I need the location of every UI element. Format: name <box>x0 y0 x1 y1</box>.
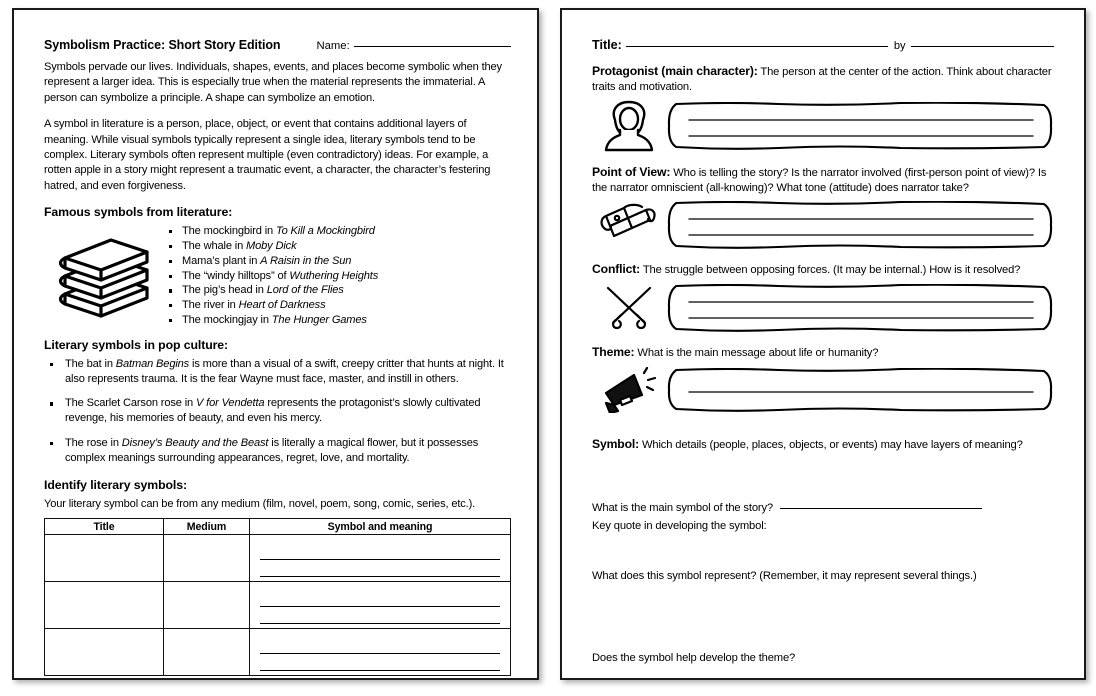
section-theme <box>592 345 1054 413</box>
table-header <box>45 519 511 535</box>
item-work: To Kill a Mockingbird <box>275 225 375 238</box>
question-main-symbol: What is the main symbol of the story? <box>592 502 773 515</box>
symbol-heading: Symbol: <box>592 436 640 451</box>
list-item <box>166 298 511 313</box>
name-input-rule[interactable] <box>354 46 511 47</box>
conflict-answer-box[interactable] <box>666 284 1054 332</box>
list-item <box>166 283 511 298</box>
main-symbol-input-rule[interactable] <box>780 508 982 509</box>
cell-title[interactable] <box>45 582 164 629</box>
item-prefix: The pig’s head in <box>182 284 267 297</box>
item-prefix: Mama’s plant in <box>182 254 261 267</box>
column-header-medium: Medium <box>164 519 250 535</box>
title-input-rule[interactable] <box>626 46 888 47</box>
cell-title[interactable] <box>45 629 164 676</box>
protagonist-description: The person at the center of the action. Think about character traits and motivation. <box>592 66 1052 93</box>
pop-culture-heading: Literary symbols in pop culture: <box>44 337 229 352</box>
list-item <box>44 436 511 466</box>
symbol-prompt <box>592 437 1054 453</box>
name-label: Name: <box>316 40 350 52</box>
crossed-swords-svg <box>600 284 658 332</box>
answer-box-frame <box>666 201 1054 249</box>
list-item <box>44 357 511 387</box>
item-work: The Hunger Games <box>271 314 367 327</box>
table-header-row <box>45 519 511 535</box>
pov-description: Who is telling the story? Is the narrator involved (first-person point of view)? Is the narrator omniscient (all-knowing)? What tone (attitude) does narrator take? <box>592 167 1047 194</box>
person-bust-svg <box>601 100 657 152</box>
megaphone-svg <box>600 367 658 413</box>
question-main-symbol-row <box>592 502 1054 514</box>
item-work: Lord of the Flies <box>266 284 344 297</box>
answer-box-frame <box>666 368 1054 412</box>
item-prefix: The bat in <box>65 357 116 370</box>
section-protagonist <box>592 64 1054 152</box>
item-prefix: The river in <box>182 299 239 312</box>
famous-symbols-block <box>44 224 511 328</box>
item-suffix: is literally a magical flower, but it possesses complex meanings surrounding appearances, regret, love, and mortality. <box>65 436 479 464</box>
author-input-rule[interactable] <box>911 46 1054 47</box>
item-prefix: The Scarlet Carson rose in <box>65 397 196 410</box>
pov-prompt <box>592 165 1054 195</box>
conflict-description: The struggle between opposing forces. (It may be internal.) How is it resolved? <box>640 264 1021 277</box>
page-title: Symbolism Practice: Short Story Edition <box>44 38 281 52</box>
item-prefix: The mockingjay in <box>182 314 272 327</box>
write-line[interactable] <box>260 544 500 560</box>
answer-box-frame <box>666 284 1054 332</box>
stack-of-books-icon <box>44 224 166 318</box>
protagonist-heading: Protagonist (main character): <box>592 64 758 78</box>
table-row <box>45 629 511 676</box>
conflict-heading: Conflict: <box>592 262 641 277</box>
item-prefix: The “windy hilltops” of <box>182 269 290 282</box>
crossed-swords-icon <box>592 284 666 332</box>
stack-of-books-svg <box>55 232 155 318</box>
item-work: Heart of Darkness <box>238 299 326 312</box>
column-header-title: Title <box>45 519 164 535</box>
cell-symbol[interactable] <box>250 629 511 676</box>
cell-symbol[interactable] <box>250 582 511 629</box>
table-row <box>45 582 511 629</box>
left-title-row <box>44 38 511 52</box>
megaphone-icon <box>592 367 666 413</box>
table-row <box>45 535 511 582</box>
cell-medium[interactable] <box>164 629 250 676</box>
item-work: V for Vendetta <box>195 397 265 410</box>
intro-paragraph-2-text: A symbol in literature is a person, place, object, or event that contains additional layers of meaning. While visual symbols typically represent a single idea, literary symbols tend to be complex. Literary symbols often represent multiple (even contradictory) ideas. For example, a rotten apple in a story might represent a traumatic event, a character, the character’s festering hatred, and even forgiveness. <box>44 118 491 192</box>
famous-symbols-heading: Famous symbols from literature: <box>44 205 233 220</box>
question-key-quote: Key quote in developing the symbol: <box>592 520 767 533</box>
table-body <box>45 535 511 676</box>
protagonist-answer-box[interactable] <box>666 102 1054 150</box>
column-header-symbol: Symbol and meaning <box>250 519 511 535</box>
cell-medium[interactable] <box>164 582 250 629</box>
section-point-of-view <box>592 165 1054 249</box>
identify-instruction: Your literary symbol can be from any medium (film, novel, poem, song, comic, series, etc.). <box>44 498 476 511</box>
person-bust-icon <box>592 100 666 152</box>
item-work: A Raisin in the Sun <box>260 254 352 267</box>
title-by-row <box>592 38 1054 52</box>
write-line[interactable] <box>260 591 500 607</box>
protagonist-answer-row <box>592 100 1054 152</box>
theme-answer-box[interactable] <box>666 368 1054 412</box>
theme-answer-row <box>592 367 1054 413</box>
write-line[interactable] <box>260 638 500 654</box>
write-line[interactable] <box>260 561 500 577</box>
cell-medium[interactable] <box>164 535 250 582</box>
protagonist-prompt <box>592 64 1054 94</box>
item-prefix: The whale in <box>182 240 247 253</box>
title-label: Title: <box>592 38 622 52</box>
list-item <box>166 269 511 284</box>
3d-glasses-svg <box>598 202 660 248</box>
write-line[interactable] <box>260 655 500 671</box>
item-work: Moby Dick <box>246 240 297 253</box>
3d-glasses-icon <box>592 202 666 248</box>
identify-heading: Identify literary symbols: <box>44 478 187 493</box>
pop-culture-list <box>44 357 511 466</box>
pov-heading: Point of View: <box>592 165 671 180</box>
item-work: Disney’s Beauty and the Beast <box>121 436 269 449</box>
item-work: Wuthering Heights <box>289 269 379 282</box>
item-work: Batman Begins <box>115 357 190 370</box>
worksheet-page-left <box>12 8 539 680</box>
list-item <box>166 224 511 239</box>
intro-paragraph-1: Symbols pervade our lives. Individuals, shapes, events, and places become symbolic when they represent a larger idea. This is especially true when the material represents the immaterial. A person can symbolize a principle. A shape can symbolize an emotion. <box>44 61 502 104</box>
theme-prompt <box>592 345 1054 361</box>
cell-symbol[interactable] <box>250 535 511 582</box>
answer-box-frame <box>666 102 1054 150</box>
conflict-answer-row <box>592 284 1054 332</box>
by-label: by <box>893 40 906 52</box>
section-conflict <box>592 262 1054 332</box>
pov-answer-row <box>592 201 1054 249</box>
symbol-description: Which details (people, places, objects, or events) may have layers of meaning? <box>639 438 1023 451</box>
list-item <box>166 313 511 328</box>
item-suffix: is more than a visual of a swift, creepy critter that hunts at night. It also represents trauma. It is the fear Wayne must face, master, and instill in others. <box>65 357 504 386</box>
list-item <box>166 239 511 254</box>
famous-symbols-list <box>166 224 511 328</box>
list-item <box>44 396 511 426</box>
theme-description: What is the main message about life or humanity? <box>634 346 879 359</box>
conflict-prompt <box>592 262 1054 278</box>
theme-heading: Theme: <box>592 344 635 359</box>
question-symbol-represent: What does this symbol represent? (Remember, it may represent several things.) <box>592 570 977 583</box>
write-line[interactable] <box>260 608 500 624</box>
item-prefix: The mockingbird in <box>182 225 276 238</box>
cell-title[interactable] <box>45 535 164 582</box>
item-prefix: The rose in <box>65 436 122 449</box>
pov-answer-box[interactable] <box>666 201 1054 249</box>
item-suffix: represents the protagonist’s slowly cultivated revenge, his memories of beauty, and even his mercy. <box>65 397 481 425</box>
list-item <box>166 254 511 269</box>
worksheet-page-right <box>560 8 1086 680</box>
symbol-table <box>44 518 511 676</box>
intro-paragraph-2 <box>44 117 511 194</box>
question-develop-theme: Does the symbol help develop the theme? <box>592 652 796 665</box>
